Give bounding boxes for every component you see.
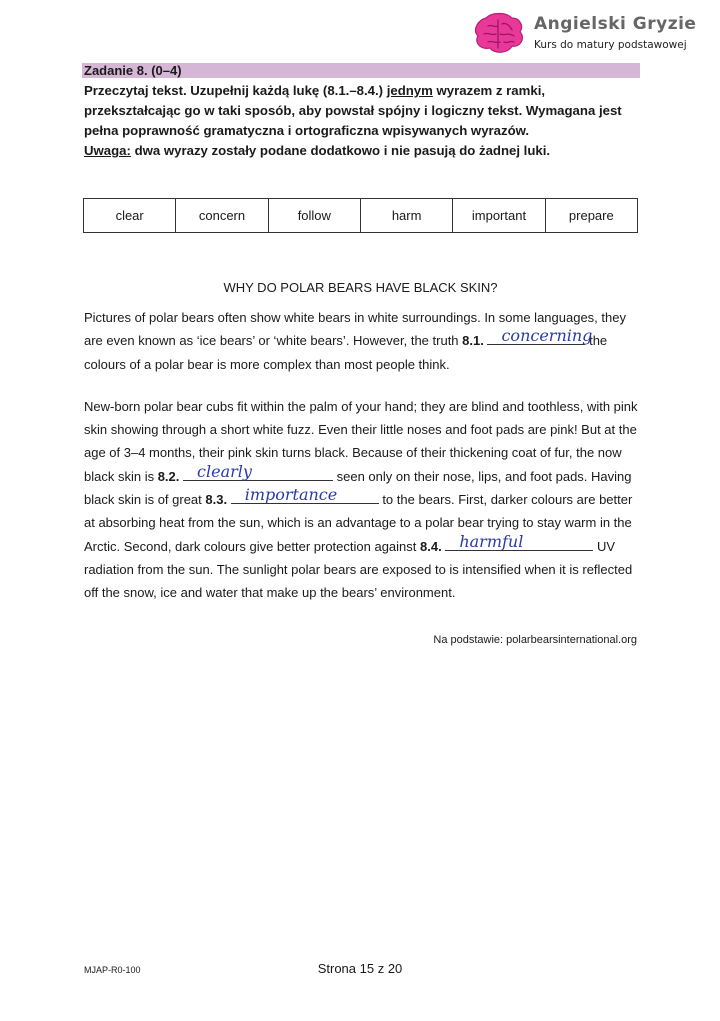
word-box	[83, 198, 638, 233]
logo	[472, 12, 702, 56]
handwritten-answer: concerning	[501, 326, 593, 346]
gap-8-1[interactable]	[487, 326, 593, 346]
p2-part-d: UV radiation from the sun. The sunlight polar bears are exposed to is intensified when it is reflected off the snow, ice and water that make up the bears’ environment.	[84, 538, 633, 601]
handwritten-answer: clearly	[197, 461, 252, 481]
gap-number: 8.4.	[420, 538, 442, 554]
word-box-item: harm	[360, 199, 452, 233]
p1-part-a: Pictures of polar bears often show white bears in white surroundings. In some languages, they are even known as ‘ice bears’ or ‘white bears’. However, the truth	[84, 310, 626, 349]
exam-code: MJAP-R0-100	[84, 965, 141, 975]
note-text: dwa wyrazy zostały podane dodatkowo i nie pasują do żadnej luki.	[130, 143, 551, 158]
instruction-note	[84, 141, 640, 161]
task-instructions	[84, 81, 640, 161]
brain-icon	[472, 12, 526, 56]
gap-8-3[interactable]	[231, 485, 379, 505]
word-box-item: concern	[176, 199, 268, 233]
word-box-item: prepare	[545, 199, 637, 233]
note-label: Uwaga:	[84, 143, 131, 158]
text-body	[84, 306, 644, 605]
gap-number: 8.2.	[157, 468, 180, 484]
p2-part-a: New-born polar bear cubs fit within the palm of your hand; they are blind and toothless, with pink skin showing through a short white fuzz. Even their little noses and foot pads are pink! But at the age of 3–4 months, their pink skin turns black. Because of their thickening coat of fur, the now black skin is	[84, 398, 638, 484]
word-box-item: clear	[84, 199, 176, 233]
handwritten-answer: importance	[244, 485, 338, 505]
logo-brand: Angielski Gryzie	[534, 14, 697, 34]
paragraph-1	[84, 306, 644, 376]
handwritten-answer: harmful	[459, 531, 524, 551]
instruction-part-a: Przeczytaj tekst. Uzupełnij każdą lukę (8.1.–8.4.)	[84, 83, 387, 98]
word-box-item: important	[453, 199, 545, 233]
task-header: Zadanie 8. (0–4)	[82, 63, 640, 78]
instruction-text	[84, 81, 640, 141]
p1-part-b: the colours of a polar bear is more complex than most people think.	[84, 333, 608, 372]
gap-8-4[interactable]	[445, 531, 593, 551]
p2-part-b: seen only on their nose, lips, and foot pads. Having black skin is of great	[84, 468, 632, 508]
gap-number: 8.1.	[462, 333, 484, 349]
word-box-item: follow	[268, 199, 360, 233]
gap-8-2[interactable]	[183, 461, 333, 481]
source-citation: Na podstawie: polarbearsinternational.org	[433, 634, 637, 646]
instruction-part-b: wyrazem z ramki, przekształcając go w taki sposób, aby powstał spójny i logiczny tekst. Wymagana jest pełna poprawność gramatyczna i ortograficzna wpisywanych wyrazów.	[84, 83, 622, 138]
text-title: WHY DO POLAR BEARS HAVE BLACK SKIN?	[223, 280, 498, 295]
logo-tagline: Kurs do matury podstawowej	[534, 39, 687, 51]
instruction-underlined: jednym	[386, 83, 433, 98]
page-number: Strona 15 z 20	[317, 961, 403, 976]
paragraph-2	[84, 395, 644, 605]
p2-part-c: to the bears. First, darker colours are better at absorbing heat from the sun, which is an advantage to a polar bear trying to stay warm in the Arctic. Second, dark colours give better protection against	[84, 492, 633, 554]
gap-number: 8.3.	[205, 492, 228, 508]
